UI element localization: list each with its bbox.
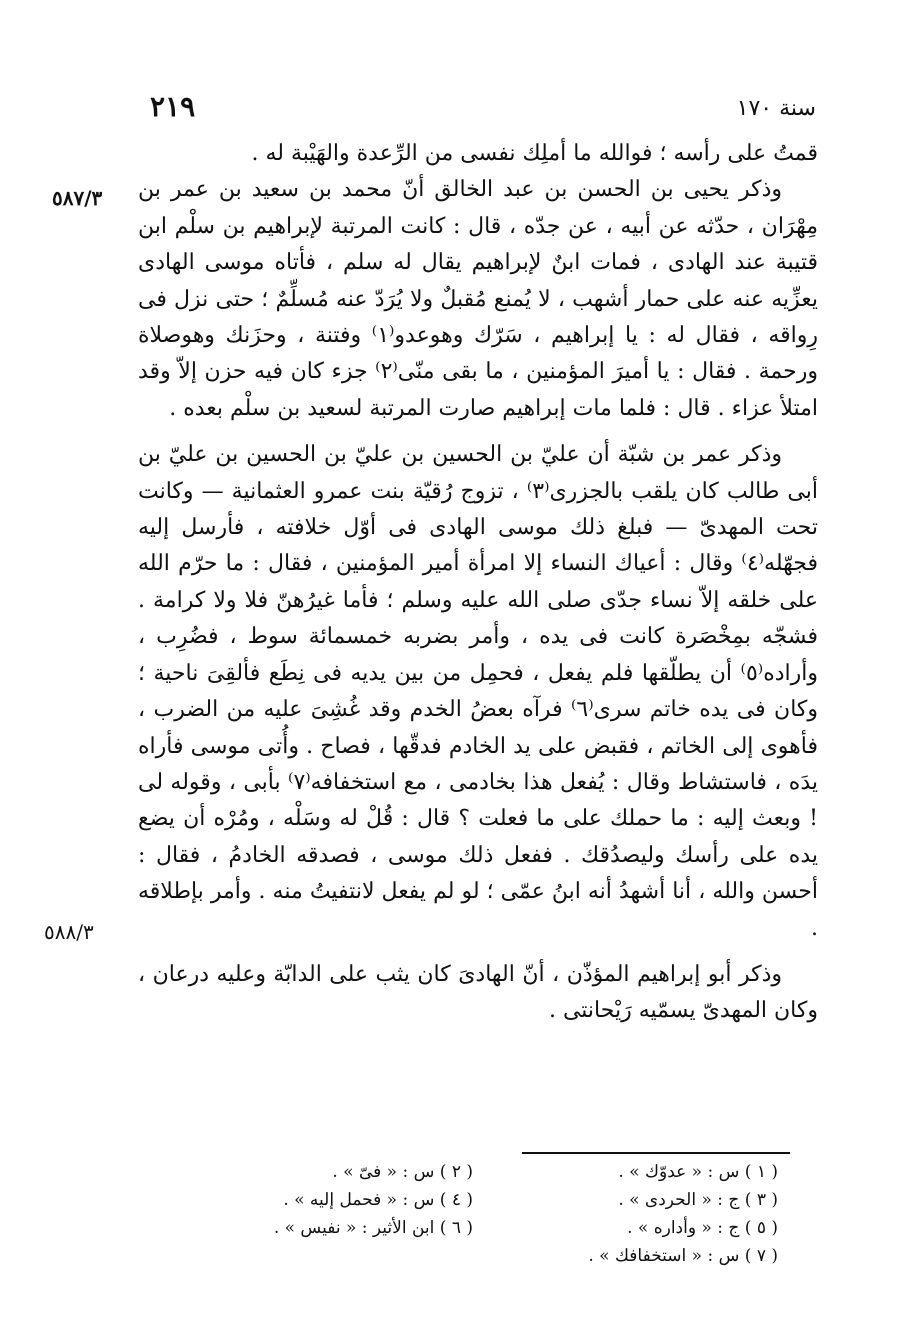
- footnote: ( ٧ ) س : « استخفافك » .: [588, 1246, 778, 1266]
- margin-reference: ٥٨٨/٣: [44, 920, 94, 944]
- footnotes-column-right: [588, 1158, 778, 1270]
- footnote: ( ١ ) س : « عدوّك » .: [618, 1162, 778, 1182]
- footnote-divider: [522, 1152, 790, 1154]
- page-header: [140, 90, 816, 130]
- margin-reference: ٥٨٧/٣: [52, 186, 103, 210]
- footnote: ( ٦ ) ابن الأثير : « نفيس » .: [273, 1218, 473, 1238]
- footnote: ( ٥ ) ج : « وأداره » .: [627, 1218, 778, 1238]
- footnote: ( ٢ ) س : « فىّ » .: [332, 1162, 473, 1182]
- paragraph: وذكر يحيى بن الحسن بن عبد الخالق أنّ محمد بن سعيد بن عمر بن مِهْرَان ، حدّثه عن أبيه ، عن جدّه ، قال : كانت المرتبة لإبراهيم بن سلْم ابن قتيبة عند الهادى ، فمات ابنٌ لإبراهيم يقال له سلم ، فأتاه موسى الهادى يعزِّيه عنه على حمار أشهب ، لا يُمنع مُقبلٌ ولا يُرَدّ عنه مُسلِّمٌ ؛ حتى نزل فى رِواقه ، فقال له : يا إبراهيم ، سَرّك وهوعدو⁽١⁾ وفتنة ، وحزَنك وهوصلاة ورحمة . فقال : يا أميرَ المؤمنين ، ما بقى منّى⁽٢⁾ جزء كان فيه حزن إلاّ وقد امتلأ عزاء . قال : فلما مات إبراهيم صارت المرتبة لسعيد بن سلْم بعده .: [138, 177, 819, 421]
- header-year: سنة ١٧٠: [736, 96, 816, 121]
- footnote: ( ٤ ) س : « فحمل إليه » .: [283, 1190, 473, 1210]
- paragraph: وذكر عمر بن شبّة أن عليّ بن الحسين بن عليّ بن الحسين بن عليّ بن أبى طالب كان يلقب بالجزرى⁽٣⁾ ، تزوج رُقيّة بنت عمرو العثمانية — وكانت تحت المهدىّ — فبلغ ذلك موسى الهادى فى أوّل خلافته ، فأرسل إليه فجهّله⁽٤⁾ وقال : أعياك النساء إلا امرأة أمير المؤمنين ، فقال : ما حرّم الله على خلقه إلاّ نساء جدّى صلى الله عليه وسلم ؛ فأما غيرُهنّ فلا ولا كرامة . فشجّه بمِخْصَرة كانت فى يده ، وأمر بضربه خمسمائة سوط ، فضُرِب ، وأراده⁽٥⁾ أن يطلّقها فلم يفعل ، فحمِل من بين يديه فى نِطَع فألقِىَ ناحية ؛ وكان فى يده خاتم سرى⁽٦⁾ فرآه بعضُ الخدم وقد غُشِىَ عليه من الضرب ، فأهوى إلى الخاتم ، فقبض على يد الخادم فدقّها ، فصاح . وأُتى موسى فأراه يدَه ، فاستشاط وقال : يُفعل هذا بخادمى ، مع استخفافه⁽٧⁾ بأبى ، وقوله لى ! وبعث إليه : ما حملك على ما فعلت ؟ قال : قُلْ له وسَلْه ، ومُرْه أن يضع يده على رأسك وليصدُقك . ففعل ذلك موسى ، فصدقه الخادمُ ، فقال : أحسن والله ، أنا أشهدُ أنه ابنُ عمّى ؛ لو لم يفعل لانتفيتُ منه . وأمر بإطلاقه .: [138, 442, 819, 941]
- paragraph: قمتُ على رأسه ؛ فوالله ما أملِك نفسى من الرِّعدة والهَيْبة له .: [251, 141, 818, 166]
- paragraph: وذكر أبو إبراهيم المؤذّن ، أنّ الهادىَ كان يثب على الدابّة وعليه درعان ، وكان المهدىّ يسمّيه رَيْحانتى .: [138, 961, 818, 1024]
- main-text: [138, 136, 818, 1030]
- footnote: ( ٣ ) ج : « الحردى » .: [618, 1190, 778, 1210]
- page-number: ٢١٩: [150, 90, 196, 123]
- footnotes-column-left: [274, 1158, 473, 1242]
